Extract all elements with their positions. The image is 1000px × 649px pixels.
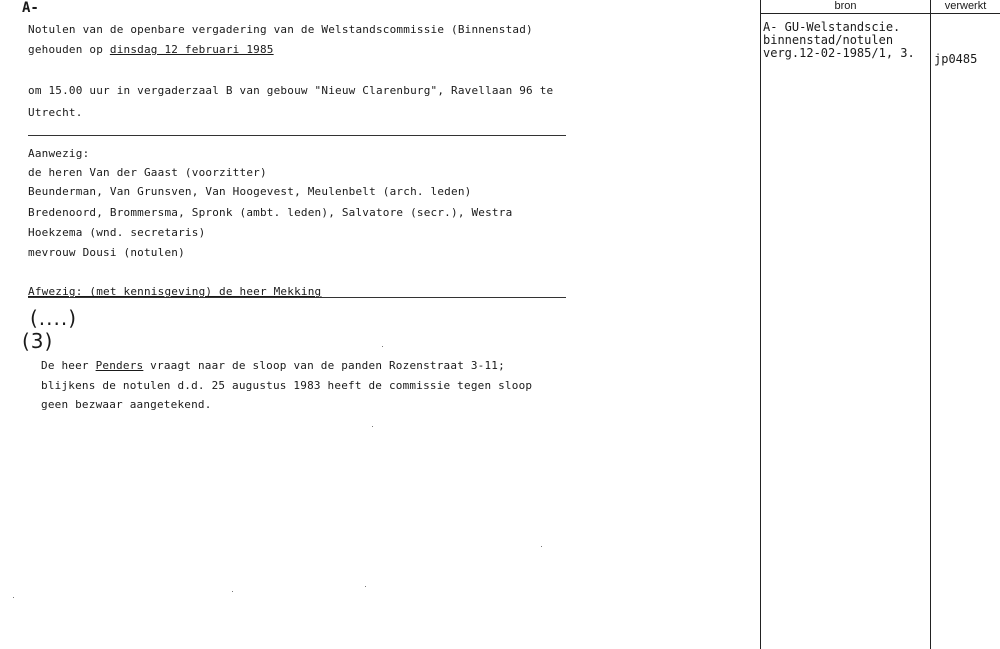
location-line-1: om 15.00 uur in vergaderzaal B van gebouw "Nieuw Clarenburg", Ravellaan 96 te (28, 84, 554, 97)
scan-speck (541, 546, 542, 547)
verwerkt-column-border (930, 0, 931, 649)
item-prefix: De heer (41, 359, 96, 372)
bron-line: verg.12-02-1985/1, 3. (763, 46, 915, 60)
present-line: Bredenoord, Brommersma, Spronk (ambt. leden), Salvatore (secr.), Westra (28, 206, 513, 219)
present-label: Aanwezig: (28, 147, 90, 160)
bron-reference (763, 21, 915, 60)
present-line: mevrouw Dousi (notulen) (28, 246, 185, 259)
present-line: de heren Van der Gaast (voorzitter) (28, 166, 267, 179)
scan-speck (372, 426, 373, 427)
absent-line: Afwezig: (met kennisgeving) de heer Mekking (28, 285, 322, 298)
speaker-name: Penders (95, 359, 144, 372)
bron-line: A- GU-Welstandscie. (763, 20, 901, 34)
scan-speck (382, 346, 383, 347)
present-line: Beunderman, Van Grunsven, Van Hoogevest, Meulenbelt (arch. leden) (28, 185, 472, 198)
intro-line-1: Notulen van de openbare vergadering van de Welstandscommissie (Binnenstad) (28, 23, 533, 36)
absent-underline (28, 297, 566, 298)
bron-column-border (760, 0, 761, 649)
bron-header: bron (834, 0, 857, 12)
intro-prefix: gehouden op (28, 43, 110, 56)
item-suffix: vraagt naar de sloop van de panden Rozenstraat 3-11; (143, 359, 505, 372)
bron-line: binnenstad/notulen (763, 33, 894, 47)
scan-speck (13, 597, 14, 598)
section-mark: A- (22, 0, 39, 16)
item-line-3: geen bezwaar aangetekend. (41, 398, 212, 411)
meeting-date: dinsdag 12 februari 1985 (109, 43, 274, 56)
item-number-mark: (3) (22, 329, 54, 353)
verwerkt-code: jp0485 (934, 52, 978, 66)
intro-line-2 (28, 43, 274, 57)
present-line: Hoekzema (wnd. secretaris) (28, 226, 206, 239)
ellipsis-mark: (....) (30, 306, 78, 330)
register-header-rule (761, 13, 1000, 14)
item-line-1 (41, 359, 505, 373)
separator-rule (28, 135, 566, 136)
verwerkt-header: verwerkt (944, 0, 987, 12)
scan-speck (232, 591, 233, 592)
scan-speck (365, 586, 366, 587)
location-line-2: Utrecht. (28, 106, 83, 119)
item-line-2: blijkens de notulen d.d. 25 augustus 1983 heeft de commissie tegen sloop (41, 379, 533, 392)
